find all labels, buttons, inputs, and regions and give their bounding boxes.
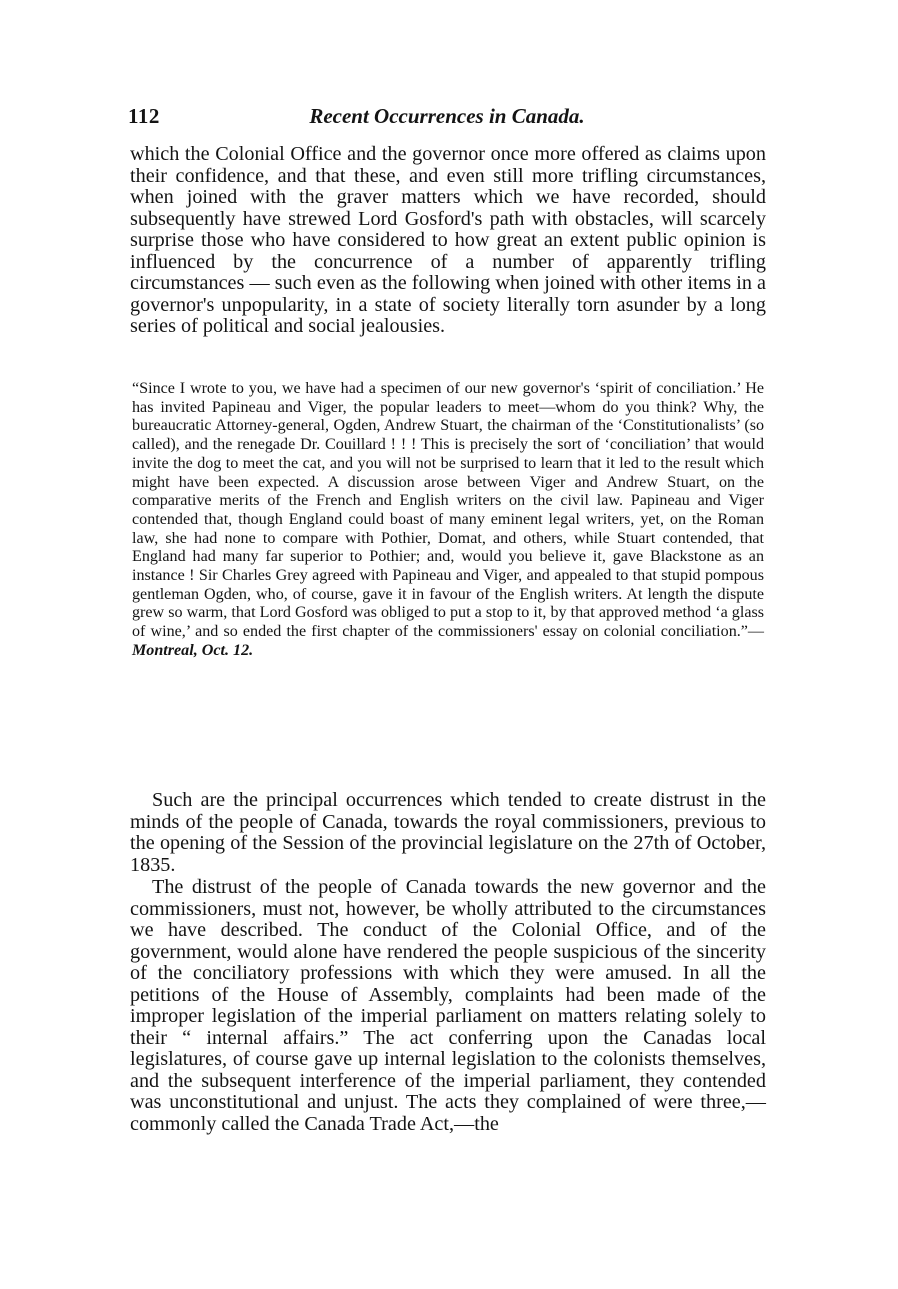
running-title: Recent Occurrences in Canada. xyxy=(309,104,585,128)
paragraph-occurrences: Such are the principal occurrences which tended to create distrust in the minds of the people of Canada, towards the royal commissioners, previous to the opening of the Session of the provincial legislature on the 27th of October, 1835. xyxy=(130,789,766,876)
quoted-letter-signoff: Montreal, Oct. 12. xyxy=(132,641,254,659)
paragraph-distrust: The distrust of the people of Canada towards the new governor and the commissioners, must not, however, be wholly attributed to the circumstances we have described. The conduct of the Colonial Office, and of the government, would alone have rendered the people suspicious of the sincerity of the conciliatory professions with which they were amused. In all the petitions of the House of Assembly, complaints had been made of the improper legislation of the imperial parliament on matters relating solely to their “ internal affairs.” The act conferring upon the Canadas local legislatures, of course gave up internal legislation to the colonists themselves, and the subsequent interference of the imperial parliament, they contended was unconstitutional and unjust. The acts they complained of were three,—commonly called the Canada Trade Act,—the xyxy=(130,876,766,1135)
page-number: 112 xyxy=(128,104,160,128)
paragraph-main: which the Colonial Office and the governor once more offered as claims upon their confidence, and that these, and even still more trifling circumstances, when joined with the graver matters which we have recorded, should subsequently have strewed Lord Gosford's path with obstacles, will scarcely surprise those who have considered to how great an extent public opinion is influenced by the concurrence of a number of apparently trifling circumstances — such even as the following when joined with other items in a governor's unpopularity, in a state of society literally torn asunder by a long series of political and social jealousies. xyxy=(130,143,766,337)
quoted-letter-text: “Since I wrote to you, we have had a specimen of our new governor's ‘spirit of conciliation.’ He has invited Papineau and Viger, the popular leaders to meet—whom do you think? Why, the bureaucratic Attorney-general, Ogden, Andrew Stuart, the chairman of the ‘Constitutionalists’ (so called), and the renegade Dr. Couillard ! ! ! This is precisely the sort of ‘conciliation’ that would invite the dog to meet the cat, and you will not be surprised to learn that it led to the result which might have been expected. A discussion arose between Viger and Andrew Stuart, on the comparative merits of the French and English writers on the civil law. Papineau and Viger contended that, though England could boast of many eminent legal writers, yet, on the Roman law, she had none to compare with Pothier, Domat, and others, while Stuart contended, that England had many far superior to Pothier; and, would you believe it, gave Blackstone as an instance ! Sir Charles Grey agreed with Papineau and Viger, and appealed to that stupid pompous gentleman Ogden, who, of course, gave it in favour of the English writers. At length the dispute grew so warm, that Lord Gosford was obliged to put a stop to it, by that approved method ‘a glass of wine,’ and so ended the first chapter of the commissioners' essay on colonial conciliation.”— xyxy=(132,380,764,641)
page-header xyxy=(128,104,766,132)
quoted-letter xyxy=(132,380,764,661)
